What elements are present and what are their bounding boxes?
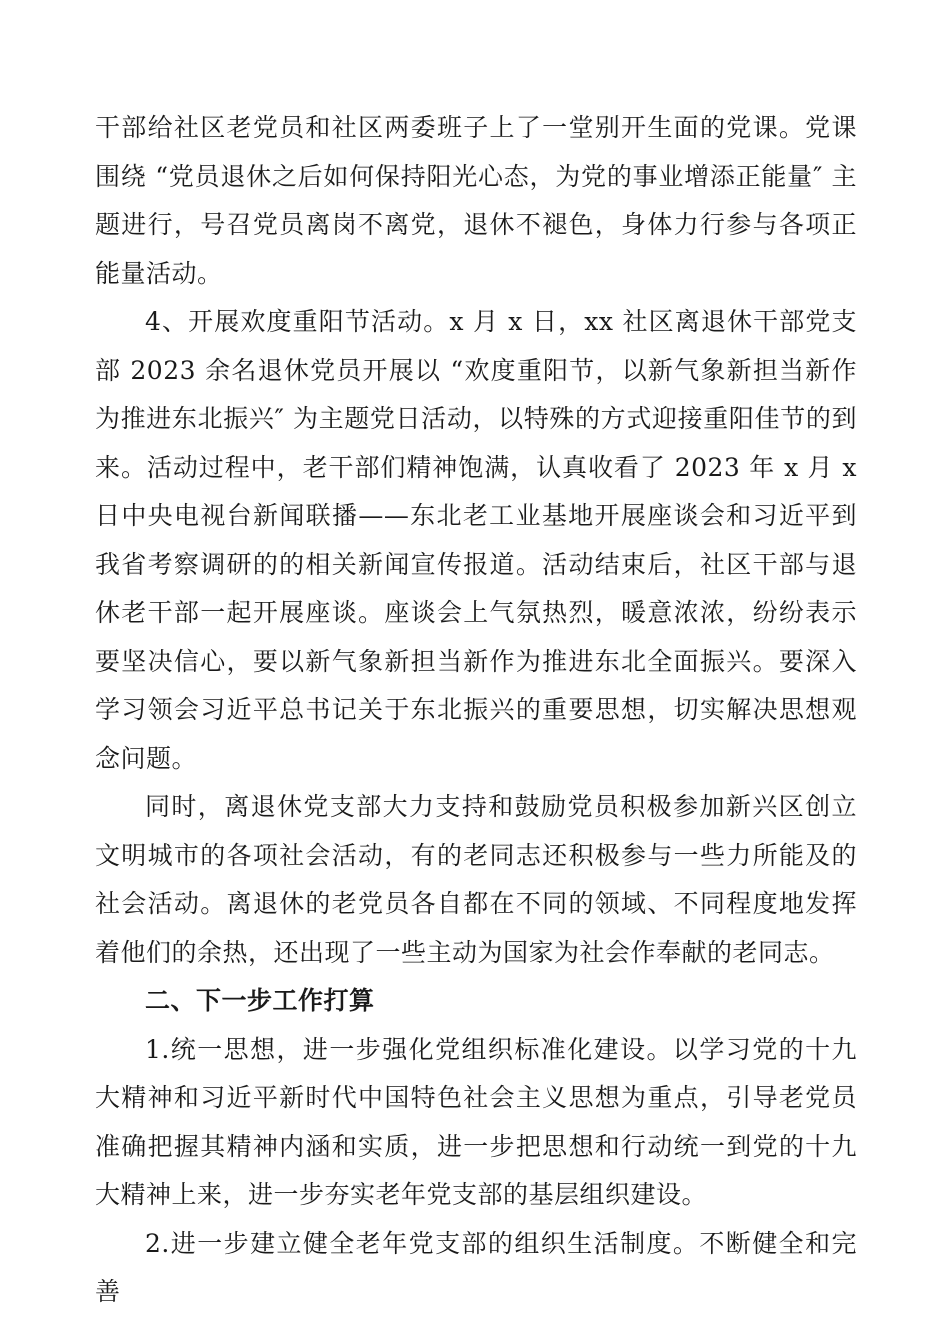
paragraph-double-ninth-festival: 4、开展欢度重阳节活动。x 月 x 日，xx 社区离退休干部党支部 2023 余名退休党员开展以 “欢度重阳节，以新气象新担当新作为推进东北振兴″ 为主题党日活动，以特殊的方式迎接重阳佳节的到来。活动过程中，老干部们精神饱满，认真收看了 2023 年 x 月 x 日中央电视台新闻联播——东北老工业基地开展座谈会和习近平到我省考察调研的的相关新闻宣传报道。活动结束后，社区干部与退休老干部一起开展座谈。座谈会上气氛热烈，暖意浓浓，纷纷表示要坚决信心，要以新气象新担当新作为推进东北全面振兴。要深入学习领会习近平总书记关于东北振兴的重要思想，切实解决思想观念问题。	[95, 307, 857, 773]
section-heading-next-steps: 二、下一步工作打算	[145, 986, 375, 1015]
paragraph-party-lecture: 干部给社区老党员和社区两委班子上了一堂别开生面的党课。党课围绕 “党员退休之后如何保持阳光心态，为党的事业增添正能量″ 主题进行，号召党员离岗不离党，退休不褪色，身体力行参与各项正能量活动。	[95, 113, 857, 288]
paragraph-social-activities: 同时，离退休党支部大力支持和鼓励党员积极参加新兴区创立文明城市的各项社会活动，有的老同志还积极参与一些力所能及的社会活动。离退休的老党员各自都在不同的领域、不同程度地发挥着他们的余热，还出现了一些主动为国家为社会作奉献的老同志。	[95, 792, 857, 967]
paragraph-next-step-2: 2.进一步建立健全老年党支部的组织生活制度。不断健全和完善	[95, 1228, 857, 1306]
document-body	[95, 104, 857, 1317]
paragraph-next-step-1: 1.统一思想，进一步强化党组织标准化建设。以学习党的十九大精神和习近平新时代中国特色社会主义思想为重点，引导老党员准确把握其精神内涵和实质，进一步把思想和行动统一到党的十九大精神上来，进一步夯实老年党支部的基层组织建设。	[95, 1034, 857, 1209]
